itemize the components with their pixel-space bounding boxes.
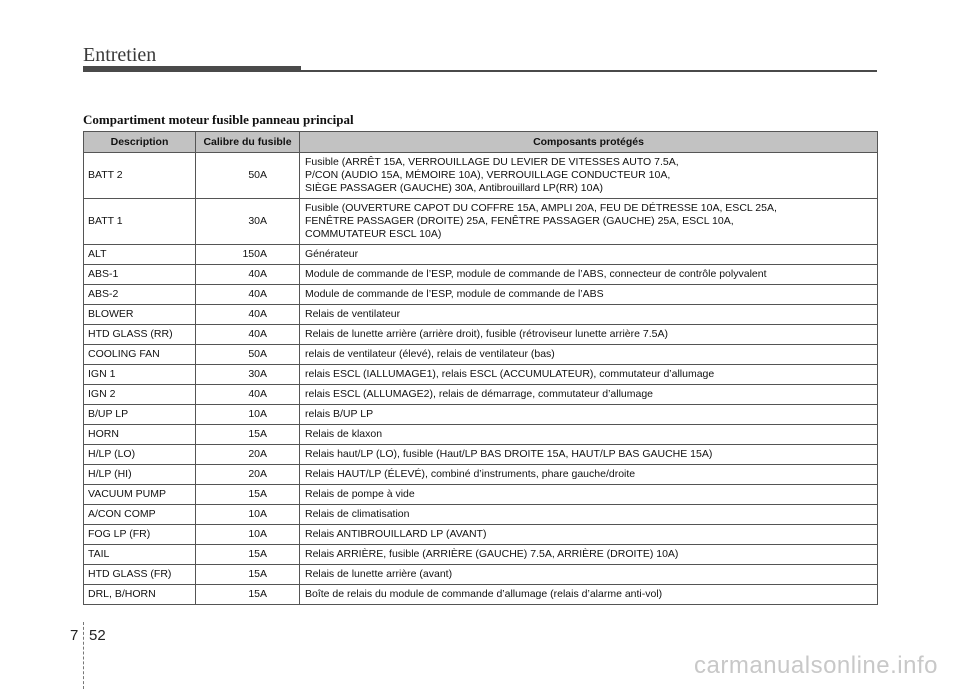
fuse-components: relais ESCL (ALLUMAGE2), relais de démarrage, commutateur d’allumage: [300, 385, 878, 405]
fuse-components: Relais de pompe à vide: [300, 485, 878, 505]
fuse-description: DRL, B/HORN: [84, 585, 196, 605]
fuse-description: HTD GLASS (FR): [84, 565, 196, 585]
fuse-components: Fusible (OUVERTURE CAPOT DU COFFRE 15A, AMPLI 20A, FEU DE DÉTRESSE 10A, ESCL 25A, FENÊTRE PASSAGER (DROITE) 25A, FENÊTRE PASSAGER (GAUCHE) 25A, ESCL 10A, COMMUTATEUR ESCL 10A): [300, 199, 878, 245]
fuse-description: HORN: [84, 425, 196, 445]
fuse-components: Relais de ventilateur: [300, 305, 878, 325]
table-row: [84, 325, 878, 345]
fuse-description: BLOWER: [84, 305, 196, 325]
column-header-description: Description: [84, 132, 196, 153]
fuse-description: H/LP (LO): [84, 445, 196, 465]
fuse-rating: 40A: [196, 265, 300, 285]
table-row: [84, 305, 878, 325]
fuse-rating: 150A: [196, 245, 300, 265]
fuse-components: Boîte de relais du module de commande d’allumage (relais d’alarme anti-vol): [300, 585, 878, 605]
column-header-components: Composants protégés: [300, 132, 878, 153]
fuse-rating: 40A: [196, 385, 300, 405]
table-row: [84, 565, 878, 585]
fuse-components: Relais de climatisation: [300, 505, 878, 525]
fuse-description: BATT 1: [84, 199, 196, 245]
fuse-rating: 40A: [196, 325, 300, 345]
fuse-rating: 20A: [196, 445, 300, 465]
fuse-components: Module de commande de l’ESP, module de commande de l’ABS: [300, 285, 878, 305]
table-row: [84, 545, 878, 565]
fuse-description: ABS-2: [84, 285, 196, 305]
fuse-components: relais de ventilateur (élevé), relais de ventilateur (bas): [300, 345, 878, 365]
fuse-rating: 30A: [196, 199, 300, 245]
fuse-rating: 20A: [196, 465, 300, 485]
fuse-components: Fusible (ARRÊT 15A, VERROUILLAGE DU LEVIER DE VITESSES AUTO 7.5A, P/CON (AUDIO 15A, MÉMOIRE 10A), VERROUILLAGE CONDUCTEUR 10A, SIÈGE PASSAGER (GAUCHE) 30A, Antibrouillard LP(RR) 10A): [300, 153, 878, 199]
fuse-description: A/CON COMP: [84, 505, 196, 525]
fuse-rating: 15A: [196, 585, 300, 605]
fuse-description: ALT: [84, 245, 196, 265]
fuse-components: Relais haut/LP (LO), fusible (Haut/LP BAS DROITE 15A, HAUT/LP BAS GAUCHE 15A): [300, 445, 878, 465]
fuse-description: HTD GLASS (RR): [84, 325, 196, 345]
fuse-components: Relais ANTIBROUILLARD LP (AVANT): [300, 525, 878, 545]
fuse-description: BATT 2: [84, 153, 196, 199]
fuse-description: ABS-1: [84, 265, 196, 285]
fuse-rating: 15A: [196, 565, 300, 585]
table-row: [84, 465, 878, 485]
fuse-rating: 15A: [196, 425, 300, 445]
fuse-rating: 30A: [196, 365, 300, 385]
fuse-components: Relais de lunette arrière (arrière droit), fusible (rétroviseur lunette arrière 7.5A): [300, 325, 878, 345]
table-row: [84, 385, 878, 405]
column-header-rating: Calibre du fusible: [196, 132, 300, 153]
header-rule-thin: [301, 70, 877, 72]
fuse-rating: 50A: [196, 153, 300, 199]
fuse-rating: 15A: [196, 545, 300, 565]
section-title: Compartiment moteur fusible panneau principal: [83, 112, 354, 127]
fuse-components: Relais HAUT/LP (ÉLEVÉ), combiné d’instruments, phare gauche/droite: [300, 465, 878, 485]
fuse-description: FOG LP (FR): [84, 525, 196, 545]
table-row: [84, 153, 878, 199]
table-row: [84, 585, 878, 605]
table-row: [84, 505, 878, 525]
fuse-description: TAIL: [84, 545, 196, 565]
fuse-rating: 50A: [196, 345, 300, 365]
fuse-rating: 10A: [196, 505, 300, 525]
fuse-components: Relais de klaxon: [300, 425, 878, 445]
table-row: [84, 285, 878, 305]
table-header-row: [84, 132, 878, 153]
page-header-title: Entretien: [83, 44, 157, 66]
table-row: [84, 405, 878, 425]
page-number: 52: [89, 627, 106, 644]
fuse-components: relais B/UP LP: [300, 405, 878, 425]
fuse-rating: 40A: [196, 285, 300, 305]
fuse-rating: 10A: [196, 525, 300, 545]
header-rule-thick: [83, 66, 301, 72]
fuse-components: relais ESCL (IALLUMAGE1), relais ESCL (ACCUMULATEUR), commutateur d’allumage: [300, 365, 878, 385]
table-row: [84, 445, 878, 465]
fuse-description: VACUUM PUMP: [84, 485, 196, 505]
table-row: [84, 245, 878, 265]
fuse-description: B/UP LP: [84, 405, 196, 425]
table-row: [84, 365, 878, 385]
footer-divider: [83, 622, 84, 689]
fuse-description: IGN 2: [84, 385, 196, 405]
watermark-text: carmanualsonline.info: [694, 652, 938, 679]
fuse-components: Relais ARRIÈRE, fusible (ARRIÈRE (GAUCHE) 7.5A, ARRIÈRE (DROITE) 10A): [300, 545, 878, 565]
fuse-components: Relais de lunette arrière (avant): [300, 565, 878, 585]
table-row: [84, 345, 878, 365]
table-row: [84, 485, 878, 505]
table-row: [84, 425, 878, 445]
fuse-description: H/LP (HI): [84, 465, 196, 485]
table-row: [84, 199, 878, 245]
fuse-components: Module de commande de l’ESP, module de commande de l’ABS, connecteur de contrôle polyvalent: [300, 265, 878, 285]
table-row: [84, 525, 878, 545]
chapter-number: 7: [70, 627, 79, 644]
fuse-components: Générateur: [300, 245, 878, 265]
fuse-description: IGN 1: [84, 365, 196, 385]
fuse-rating: 15A: [196, 485, 300, 505]
table-row: [84, 265, 878, 285]
fuse-table: [83, 131, 878, 605]
fuse-rating: 40A: [196, 305, 300, 325]
fuse-description: COOLING FAN: [84, 345, 196, 365]
table-body: [84, 153, 878, 605]
fuse-rating: 10A: [196, 405, 300, 425]
